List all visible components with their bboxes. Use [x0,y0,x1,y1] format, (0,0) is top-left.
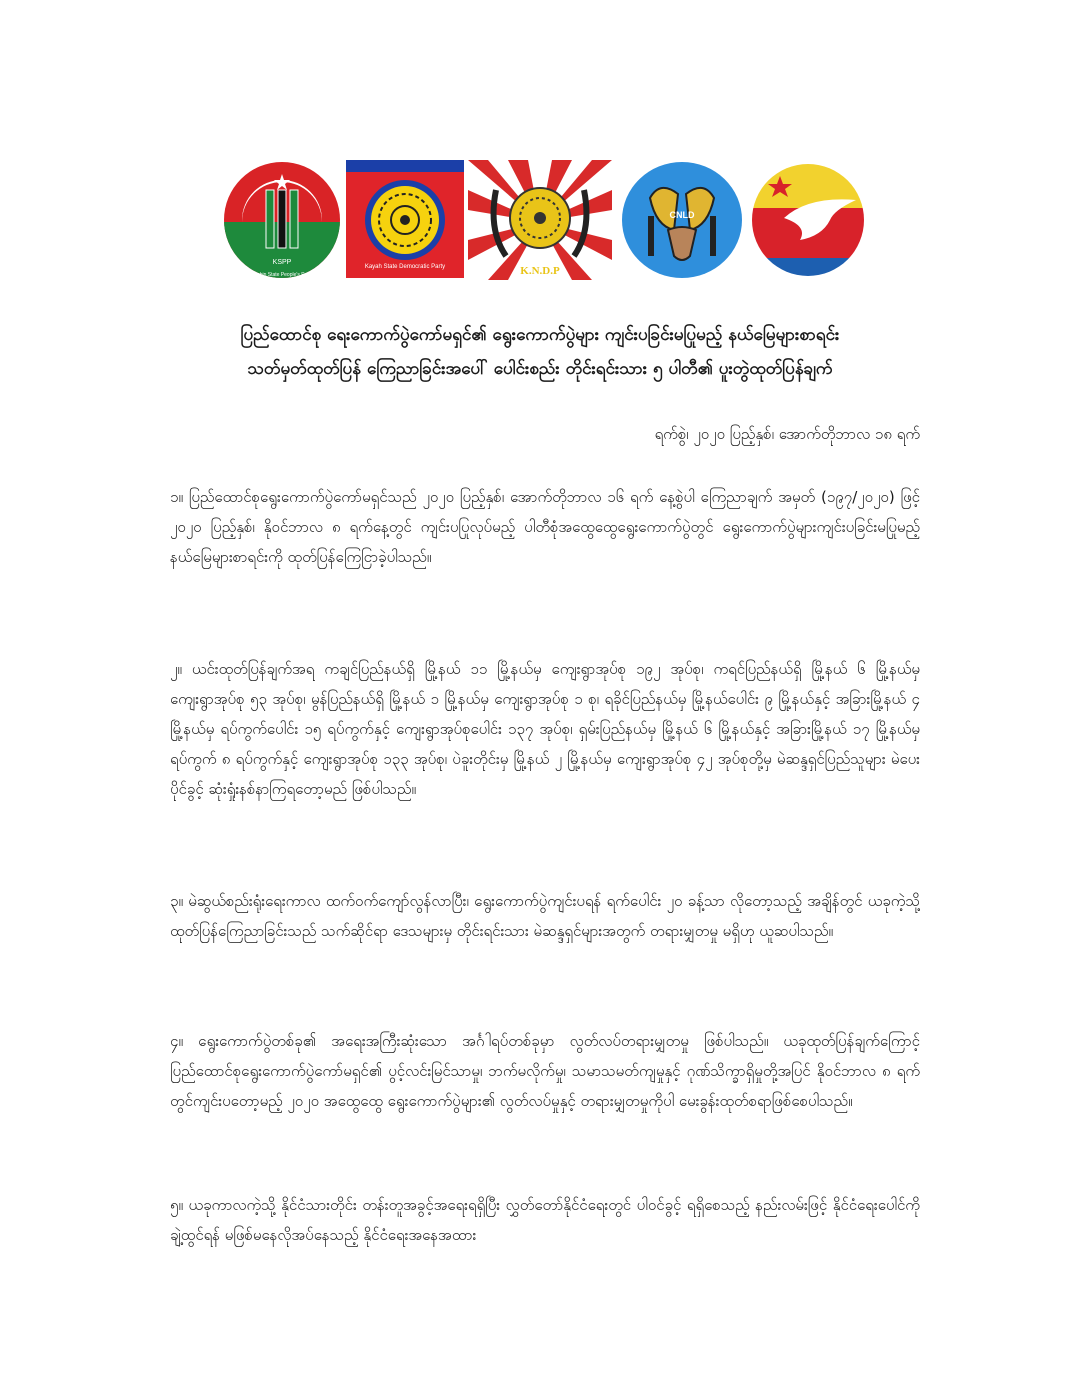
cnld-abbr: CNLD [669,210,695,220]
party-logos [0,160,1080,300]
document-date: ရက်စွဲ၊ ၂၀၂၀ ပြည့်နှစ်၊ အောက်တိုဘာလ ၁၈ ရက် [654,425,920,443]
paragraph-1: ၁။ ပြည်ထောင်စုရွေးကောက်ပွဲကော်မရှင်သည် ၂၀၂၀ ပြည့်နှစ်၊ အောက်တိုဘာလ ၁၆ ရက် နေ့စွဲပါ ကြေညာချက် အမှတ် (၁၉၇/၂၀၂၀) ဖြင့် ၂၀၂၀ ပြည့်နှစ်၊ နိုဝင်ဘာလ ၈ ရက်နေ့တွင် ကျင်းပပြုလုပ်မည့် ပါတီစုံအထွေထွေရွေးကောက်ပွဲတွင် ရွေးကောက်ပွဲများကျင်းပခြင်းမပြုမည့် နယ်မြေများစာရင်းကို ထုတ်ပြန်ကြေငြာခဲ့ပါသည်။ [170,488,920,566]
paragraph-5: ၅။ ယခုကာလကဲ့သို့ နိုင်ငံသားတိုင်း တန်းတူအခွင့်အရေးရရှိပြီး လွှတ်တော်နိုင်ငံရေးတွင် ပါဝင်ခွင့် ရရှိစေသည့် နည်းလမ်းဖြင့် နိုင်ငံရေးပေါင်ကို ချဲ့ထွင်ရန် မဖြစ်မနေလိုအပ်နေသည့် နိုင်ငံရေးအနေအထား [170,1196,920,1244]
title-line-2: သတ်မှတ်ထုတ်ပြန် ကြေညာခြင်းအပေါ် ပေါင်းစည်း တိုင်းရင်းသား ၅ ပါတီ၏ ပူးတွဲထုတ်ပြန်ချက် [247,359,833,379]
title-line-1: ပြည်ထောင်စု ရေးကောက်ပွဲကော်မရှင်၏ ရွေးကောက်ပွဲများ ကျင်းပခြင်းမပြုမည့် နယ်မြေများစာရင်း [240,325,840,345]
party-logo-dove [750,160,866,280]
paragraph-4: ၄။ ရွေးကောက်ပွဲတစ်ခု၏ အရေးအကြီးဆုံးသော အင်္ဂါရပ်တစ်ခုမှာ လွတ်လပ်တရားမျှတမှု ဖြစ်ပါသည်။ ယခုထုတ်ပြန်ချက်ကြောင့် ပြည်ထောင်စုရွေးကောက်ပွဲကော်မရှင်၏ ပွင့်လင်းမြင်သာမှု၊ ဘက်မလိုက်မှု၊ သမာသမတ်ကျမှုနှင့် ဂုဏ်သိက္ခာရှိမှုတို့အပြင် နိုဝင်ဘာလ ၈ ရက်တွင်ကျင်းပတော့မည့် ၂၀၂၀ အထွေထွေ ရွေးကောက်ပွဲများ၏ လွတ်လပ်မှုနှင့် တရားမျှတမှုကိုပါ မေးခွန်းထုတ်စရာဖြစ်စေပါသည်။ [170,1032,920,1110]
paragraph-2: ၂။ ယင်းထုတ်ပြန်ချက်အရ ကချင်ပြည်နယ်ရှိ မြို့နယ် ၁၁ မြို့နယ်မှ ကျေးရွာအုပ်စု ၁၉၂ အုပ်စု၊ ကရင်ပြည်နယ်ရှိ မြို့နယ် ၆ မြို့နယ်မှ ကျေးရွာအုပ်စု ၅၃ အုပ်စု၊ မွန်ပြည်နယ်ရှိ မြို့နယ် ၁ မြို့နယ်မှ ကျေးရွာအုပ်စု ၁ စု၊ ရခိုင်ပြည်နယ်မှ မြို့နယ်ပေါင်း ၉ မြို့နယ်နှင့် အခြားမြို့နယ် ၄ မြို့နယ်မှ ရပ်ကွက်ပေါင်း ၁၅ ရပ်ကွက်နှင့် ကျေးရွာအုပ်စုပေါင်း ၁၃၇ အုပ်စု၊ ရှမ်းပြည်နယ်မှ မြို့နယ် ၆ မြို့နယ်နှင့် အခြားမြို့နယ် ၁၇ မြို့နယ်မှ ရပ်ကွက် ၈ ရပ်ကွက်နှင့် ကျေးရွာအုပ်စု ၁၃၃ အုပ်စု၊ ပဲခူးတိုင်းမှ မြို့နယ် ၂ မြို့နယ်မှ ကျေးရွာအုပ်စု ၄၂ အုပ်စုတို့မှ မဲဆန္ဒရှင်ပြည်သူများ မဲပေးပိုင်ခွင့် ဆုံးရှုံးနစ်နာကြရတော့မည် ဖြစ်ပါသည်။ [170,660,920,798]
cnld-logo [620,160,744,280]
ksdp-name: Kayah State Democratic Party [364,264,446,270]
kspp-abbr: KSPP [272,259,292,266]
paragraph-3: ၃။ မဲဆွယ်စည်းရုံးရေးကာလ ထက်ဝက်ကျော်လွန်လာပြီး၊ ရွေးကောက်ပွဲကျင်းပရန် ရက်ပေါင်း ၂၀ ခန့်သာ လိုတော့သည့် အချိန်တွင် ယခုကဲ့သို့ ထုတ်ပြန်ကြေညာခြင်းသည် သက်ဆိုင်ရာ ဒေသများမှ တိုင်းရင်းသား မဲဆန္ဒရှင်များအတွက် တရားမျှတမှု မရှိဟု ယူဆပါသည်။ [170,892,920,940]
kspp-name: Kachin State People's Party [251,272,313,278]
kndp-logo [468,160,612,280]
ksdp-logo [346,160,464,278]
kspp-logo [222,160,342,280]
kndp-abbr: K.N.D.P [520,265,560,277]
document-title [120,318,960,386]
